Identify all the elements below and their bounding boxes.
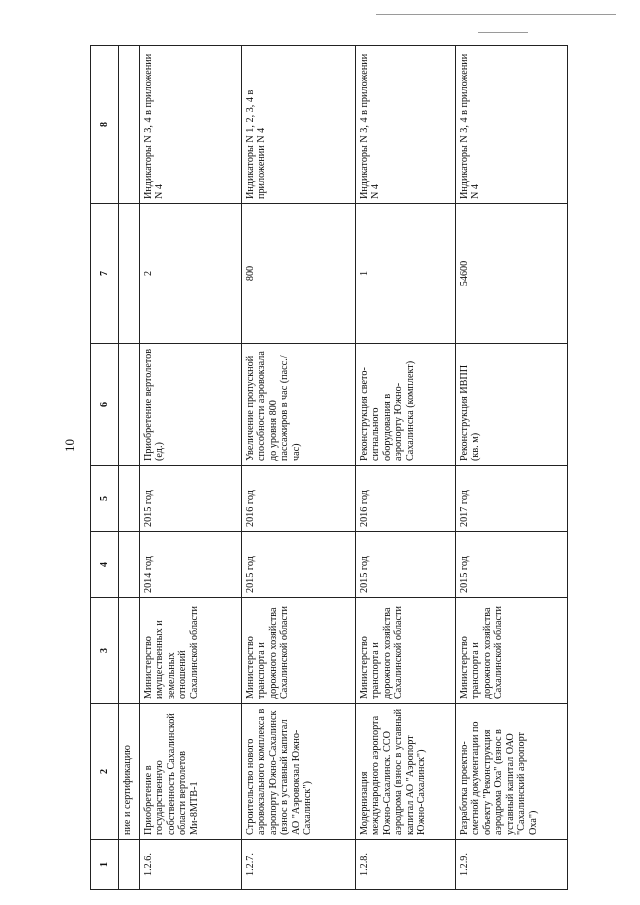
- indicator: Индикаторы N 3, 4 в приложении N 4: [456, 46, 568, 204]
- table-header-row: [91, 46, 119, 890]
- executor: Министерство транспорта и дорожного хозяйства Сахалинской области: [356, 598, 456, 704]
- row-number: 1.2.8.: [356, 840, 456, 890]
- result: Приобретение вертолетов (ед.): [140, 344, 242, 466]
- indicator: Индикаторы N 3, 4 в приложении N 4: [140, 46, 242, 204]
- header-cell: 6: [91, 344, 119, 466]
- end-year: 2015 год: [140, 466, 242, 532]
- page-number: 10: [62, 439, 77, 452]
- result: Реконструкция ИВПП (кв. м): [456, 344, 568, 466]
- header-cell: 3: [91, 598, 119, 704]
- measure-name: Модернизация международного аэропорта Южно-Сахалинск. ССО аэродрома (взнос в уставный капитал АО "Аэропорт Южно-Сахалинск"): [356, 704, 456, 840]
- executor: Министерство транспорта и дорожного хозяйства Сахалинской области: [456, 598, 568, 704]
- header-cell: 8: [91, 46, 119, 204]
- end-year: 2016 год: [356, 466, 456, 532]
- indicator: Индикаторы N 1, 2, 3, 4 в приложении N 4: [242, 46, 356, 204]
- continuation-text: ние и сертификацию: [119, 704, 140, 840]
- end-year: 2017 год: [456, 466, 568, 532]
- executor: Министерство имущественных и земельных отношений Сахалинской области: [140, 598, 242, 704]
- row-number: 1.2.7.: [242, 840, 356, 890]
- table-row: [356, 46, 456, 890]
- value: 2: [140, 204, 242, 344]
- executor: Министерство транспорта и дорожного хозяйства Сахалинской области: [242, 598, 356, 704]
- header-cell: 4: [91, 532, 119, 598]
- measure-name: Разработка проектно-сметной документации по объекту "Реконструкция аэродрома Оха" (взнос в уставный капитал ОАО "Сахалинский аэропорт Оха"): [456, 704, 568, 840]
- table-row: [242, 46, 356, 890]
- end-year: 2016 год: [242, 466, 356, 532]
- start-year: 2015 год: [242, 532, 356, 598]
- table-row: [140, 46, 242, 890]
- measure-name: Приобретение в государственную собственность Сахалинской области вертолетов Ми-8МТВ-1: [140, 704, 242, 840]
- start-year: 2015 год: [456, 532, 568, 598]
- row-number: 1.2.9.: [456, 840, 568, 890]
- table-row: [456, 46, 568, 890]
- header-cell: 5: [91, 466, 119, 532]
- program-measures-table: [90, 45, 568, 890]
- value: 54600: [456, 204, 568, 344]
- value: 1: [356, 204, 456, 344]
- start-year: 2015 год: [356, 532, 456, 598]
- value: 800: [242, 204, 356, 344]
- measure-name: Строительство нового аэровокзального комплекса в аэропорту Южно-Сахалинск (взнос в уставный капитал АО "Аэровокзал Южно-Сахалинск"): [242, 704, 356, 840]
- start-year: 2014 год: [140, 532, 242, 598]
- result: Увеличение пропускной способности аэровокзала до уровня 800 пассажиров в час (пасс./час): [242, 344, 356, 466]
- header-cell: 1: [91, 840, 119, 890]
- continuation-row: [119, 46, 140, 890]
- scan-artifact-line: [478, 32, 528, 33]
- indicator: Индикаторы N 3, 4 в приложении N 4: [356, 46, 456, 204]
- scan-artifact-line: [376, 14, 616, 15]
- result: Реконструкция свето-сигнального оборудования в аэропорту Южно-Сахалинска (комплект): [356, 344, 456, 466]
- row-number: 1.2.6.: [140, 840, 242, 890]
- header-cell: 7: [91, 204, 119, 344]
- rotated-table-wrapper: [90, 46, 568, 890]
- header-cell: 2: [91, 704, 119, 840]
